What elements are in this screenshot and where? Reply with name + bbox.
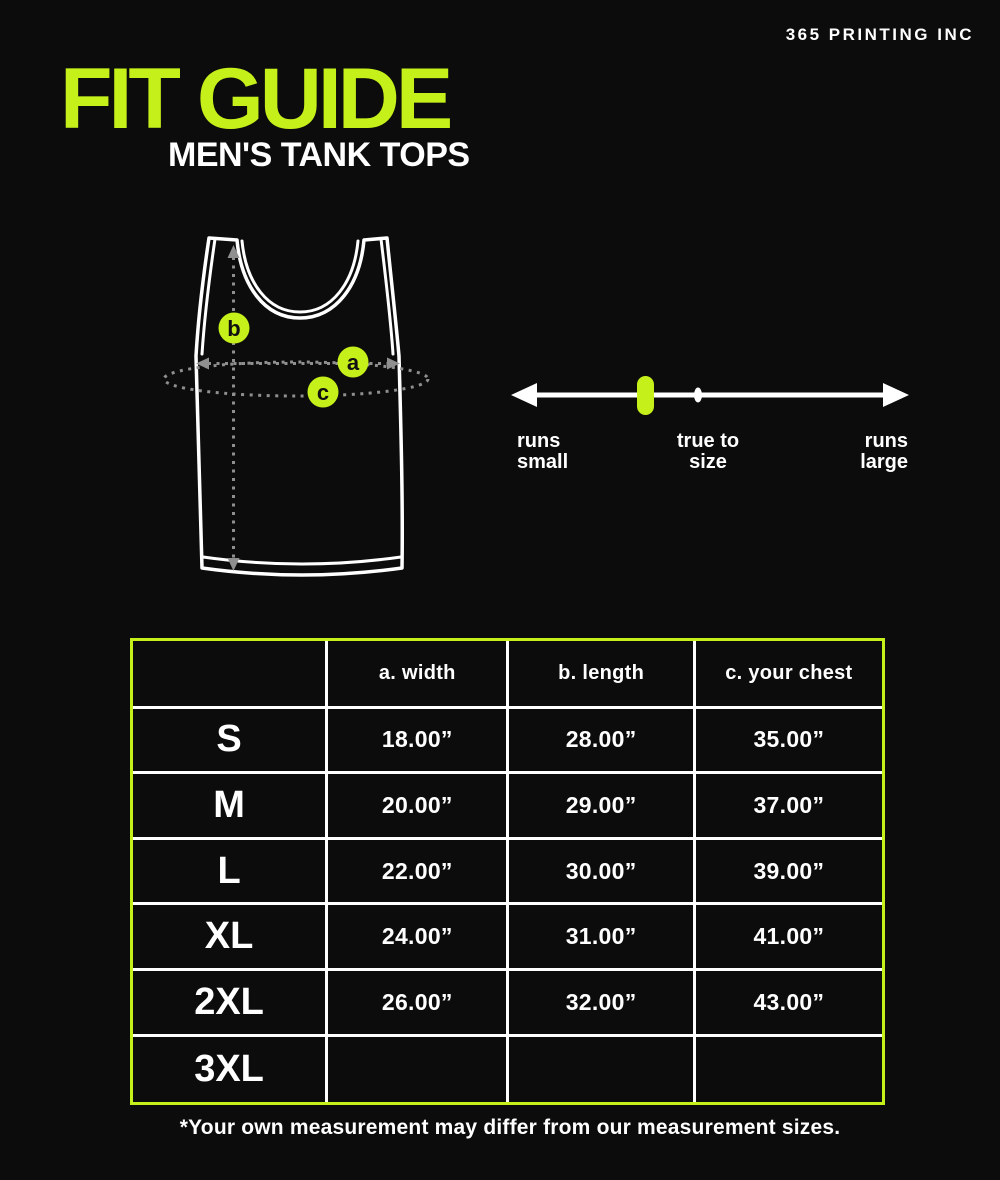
size-label-m: M	[133, 774, 325, 837]
length-value-3xl	[509, 1037, 692, 1102]
chest-value-l: 39.00”	[696, 840, 882, 903]
length-value-s: 28.00”	[509, 709, 692, 772]
width-value-m: 20.00”	[328, 774, 506, 837]
length-value-l: 30.00”	[509, 840, 692, 903]
page-subtitle: MEN'S TANK TOPS	[168, 136, 470, 174]
scale-label-runs-small-line1: runs	[517, 430, 561, 452]
tank-top-diagram	[135, 222, 455, 592]
width-value-xl: 24.00”	[328, 905, 506, 968]
marker-a-label: a	[346, 350, 360, 375]
scale-label-true-to-size	[650, 431, 766, 473]
scale-center-tick	[694, 388, 702, 403]
size-label-3xl: 3XL	[133, 1037, 325, 1102]
scale-arrow-right	[883, 383, 909, 407]
size-table	[130, 638, 885, 1105]
chest-value-xl: 41.00”	[696, 905, 882, 968]
table-header-empty	[133, 641, 325, 706]
size-label-l: L	[133, 840, 325, 903]
length-value-xl: 31.00”	[509, 905, 692, 968]
width-value-2xl: 26.00”	[328, 971, 506, 1034]
length-arrow-down	[228, 558, 240, 571]
armhole-trim-left	[202, 239, 215, 354]
size-label-s: S	[133, 709, 325, 772]
chest-value-s: 35.00”	[696, 709, 882, 772]
scale-arrow-left	[511, 383, 537, 407]
scale-label-runs-large-line2: large	[860, 451, 908, 473]
chest-value-m: 37.00”	[696, 774, 882, 837]
marker-c-label: c	[316, 380, 330, 405]
width-value-3xl	[328, 1037, 506, 1102]
scale-label-true-to-size-line1: true to	[676, 430, 740, 452]
scale-label-runs-small-line2: small	[517, 451, 569, 473]
tank-outline	[196, 238, 402, 575]
width-value-l: 22.00”	[328, 840, 506, 903]
table-header-chest: c. your chest	[696, 641, 882, 706]
brand-text: 365 PRINTING INC	[785, 25, 974, 44]
length-value-2xl: 32.00”	[509, 971, 692, 1034]
table-header-width: a. width	[328, 641, 506, 706]
measurement-disclaimer: *Your own measurement may differ from our measurement sizes.	[179, 1116, 841, 1139]
fit-scale	[505, 365, 915, 420]
length-value-m: 29.00”	[509, 774, 692, 837]
marker-b-label: b	[227, 316, 241, 341]
scale-label-runs-large	[822, 431, 908, 473]
scale-label-runs-small	[517, 431, 568, 473]
width-value-s: 18.00”	[328, 709, 506, 772]
page-title: FIT GUIDE	[60, 51, 450, 147]
scale-marker	[637, 376, 654, 415]
scale-label-runs-large-line1: runs	[864, 430, 908, 452]
size-label-xl: XL	[133, 905, 325, 968]
chest-value-3xl	[696, 1037, 882, 1102]
scale-label-true-to-size-line2: size	[689, 451, 727, 473]
armhole-trim-right	[381, 239, 393, 354]
table-header-length: b. length	[509, 641, 692, 706]
size-label-2xl: 2XL	[133, 971, 325, 1034]
chest-value-2xl: 43.00”	[696, 971, 882, 1034]
